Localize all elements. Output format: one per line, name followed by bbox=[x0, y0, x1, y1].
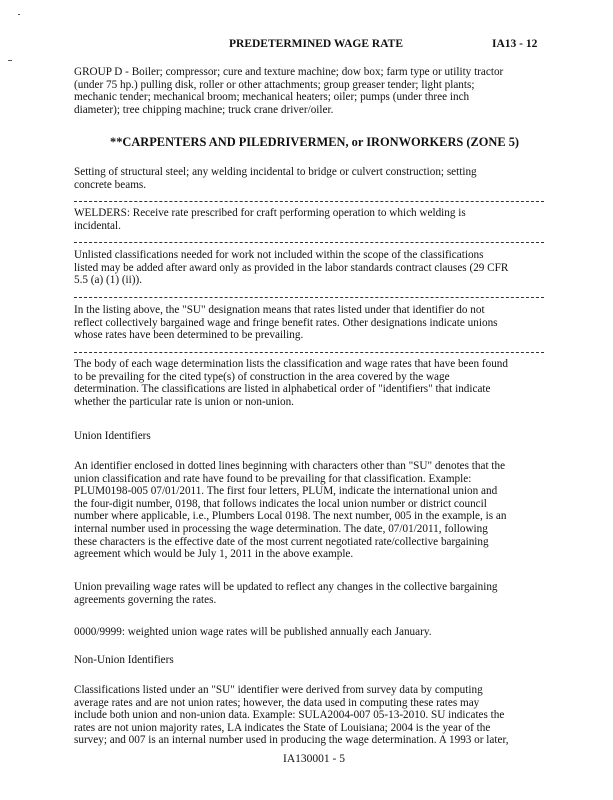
weighted-rates-note: 0000/9999: weighted union wage rates will be published annually each January. bbox=[74, 626, 432, 638]
text-line: whether the particular rate is union or non-union. bbox=[74, 395, 294, 408]
union-updates-paragraph bbox=[74, 581, 554, 606]
body-paragraph bbox=[74, 358, 554, 408]
scan-speck bbox=[18, 14, 20, 15]
text-line: whose rates have been determined to be prevailing. bbox=[74, 329, 304, 342]
page-footer: IA130001 - 5 bbox=[283, 753, 345, 765]
page-title: PREDETERMINED WAGE RATE bbox=[229, 38, 404, 50]
text-line: rates are not union majority rates, LA indicates the State of Louisiana; 2004 is the year of the bbox=[74, 721, 491, 734]
welders-paragraph bbox=[74, 207, 554, 232]
text-line: In the listing above, the "SU" designation means that rates listed under that identifier do not bbox=[74, 304, 485, 316]
text-line: incidental. bbox=[74, 219, 121, 232]
union-paragraph bbox=[74, 460, 554, 561]
dashed-divider bbox=[74, 201, 544, 202]
text-line: agreements governing the rates. bbox=[74, 593, 217, 606]
text-line: internal number used in processing the wage determination. The date, 07/01/2011, following bbox=[74, 522, 488, 535]
text-line: Unlisted classifications needed for work not included within the scope of the classifications bbox=[74, 249, 484, 261]
text-line: to be prevailing for the cited type(s) of construction in the area covered by the wage bbox=[74, 370, 450, 383]
text-line: diameter); tree chipping machine; truck crane driver/oiler. bbox=[74, 103, 334, 116]
setting-paragraph bbox=[74, 166, 554, 191]
text-line: Union prevailing wage rates will be updated to reflect any changes in the collective bargaining bbox=[74, 581, 498, 593]
non-union-identifiers-heading: Non-Union Identifiers bbox=[74, 654, 174, 666]
text-line: survey; and 007 is an internal number used in producing the wage determination. A 1993 or later, bbox=[74, 734, 509, 747]
text-line: Classifications listed under an "SU" identifier were derived from survey data by computing bbox=[74, 684, 483, 696]
text-line: union classification and rate have found to be prevailing for that classification. Example: bbox=[74, 472, 472, 485]
text-line: mechanic tender; mechanical broom; mechanical heaters; oiler; pumps (under three inch bbox=[74, 91, 470, 104]
group-d-paragraph bbox=[74, 66, 554, 116]
text-line: The body of each wage determination lists the classification and wage rates that have been found bbox=[74, 358, 508, 370]
listing-paragraph bbox=[74, 304, 554, 342]
text-line: concrete beams. bbox=[74, 178, 147, 191]
text-line: WELDERS: Receive rate prescribed for craft performing operation to which welding is bbox=[74, 207, 466, 219]
text-line: number where applicable, i.e., Plumbers Local 0198. The next number, 005 in the example, is an bbox=[74, 510, 507, 523]
text-line: average rates and are not union rates; however, the data used in computing these rates may bbox=[74, 696, 480, 709]
text-line: (under 75 hp.) pulling disk, roller or other attachments; group greaser tender; light plants; bbox=[74, 78, 475, 91]
text-line: determination. The classifications are listed in alphabetical order of "identifiers" that indicate bbox=[74, 383, 491, 396]
text-line: include both union and non-union data. Example: SULA2004-007 05-13-2010. SU indicates the bbox=[74, 709, 505, 722]
dashed-divider bbox=[74, 242, 544, 243]
text-line: PLUM0198-005 07/01/2011. The first four letters, PLUM, indicate the international union and bbox=[74, 485, 498, 498]
text-line: Setting of structural steel; any welding incidental to bridge or culvert construction; setting bbox=[74, 166, 477, 178]
non-union-paragraph bbox=[74, 684, 554, 747]
text-line: GROUP D - Boiler; compressor; cure and texture machine; dow box; farm type or utility tractor bbox=[74, 66, 504, 78]
text-line: the four-digit number, 0198, that follows indicates the local union number or district council bbox=[74, 497, 487, 510]
union-identifiers-heading: Union Identifiers bbox=[74, 430, 151, 442]
scan-speck bbox=[8, 60, 12, 61]
text-line: these characters is the effective date of the most current negotiated rate/collective bargaining bbox=[74, 535, 489, 548]
section-heading: **CARPENTERS AND PILEDRIVERMEN, or IRONWORKERS (ZONE 5) bbox=[110, 135, 520, 149]
unlisted-paragraph bbox=[74, 249, 554, 287]
text-line: reflect collectively bargained wage and fringe benefit rates. Other designations indicate unions bbox=[74, 316, 498, 329]
text-line: listed may be added after award only as provided in the labor standards contract clauses (29 CFR bbox=[74, 261, 509, 274]
text-line: 5.5 (a) (1) (ii)). bbox=[74, 274, 143, 287]
page-code: IA13 - 12 bbox=[492, 38, 538, 50]
text-line: agreement which would be July 1, 2011 in the above example. bbox=[74, 548, 354, 561]
text-line: An identifier enclosed in dotted lines beginning with characters other than "SU" denotes that the bbox=[74, 460, 506, 472]
dashed-divider bbox=[74, 352, 544, 353]
dashed-divider bbox=[74, 297, 544, 298]
